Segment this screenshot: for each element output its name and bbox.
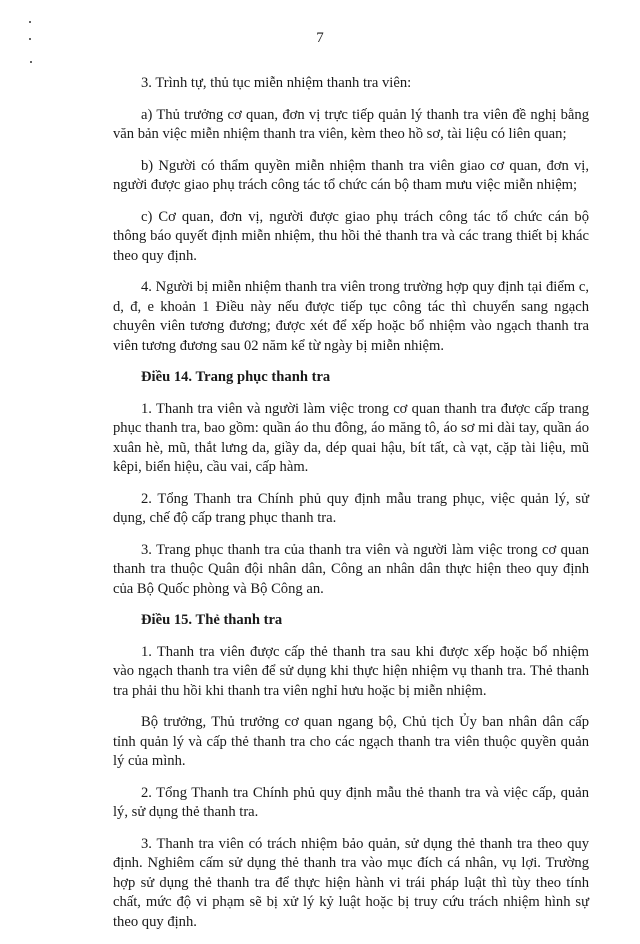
- page-number: 7: [316, 30, 324, 46]
- scan-speck: [29, 21, 31, 23]
- article-15-paragraph-1: 1. Thanh tra viên được cấp thẻ thanh tra sau khi được xếp hoặc bổ nhiệm vào ngạch thanh tra viên để sử dụng khi thực hiện nhiệm vụ thanh tra. Thẻ thanh tra phải thu hồi khi thanh tra viên nghỉ hưu hoặc bị miễn nhiệm.: [113, 643, 589, 699]
- article-15-paragraph-1-cont: Bộ trưởng, Thủ trưởng cơ quan ngang bộ, Chủ tịch Ủy ban nhân dân cấp tỉnh quản lý và cấp thẻ thanh tra cho các ngạch thanh tra viên thuộc quyền quản lý của mình.: [113, 714, 589, 769]
- scan-speck: [30, 61, 32, 63]
- paragraph-item-3: 3. Trình tự, thủ tục miễn nhiệm thanh tra viên:: [141, 75, 412, 91]
- paragraph-item-4: 4. Người bị miễn nhiệm thanh tra viên trong trường hợp quy định tại điểm c, d, đ, e khoản 1 Điều này nếu được tiếp tục công tác thì chuyển sang ngạch chuyên viên tương đương; được xét để xếp hoặc bổ nhiệm vào ngạch thanh tra viên tương đương sau 02 năm kể từ ngày bị miễn nhiệm.: [113, 279, 589, 354]
- article-14-paragraph-3: 3. Trang phục thanh tra của thanh tra viên và người làm việc trong cơ quan thanh tra thuộc Quân đội nhân dân, Công an nhân dân thực hiện theo quy định của Bộ Quốc phòng và Bộ Công an.: [113, 541, 589, 597]
- article-15-paragraph-2: 2. Tổng Thanh tra Chính phủ quy định mẫu thẻ thanh tra và việc cấp, quản lý, sử dụng thẻ thanh tra.: [113, 784, 589, 820]
- paragraph-item-3a: a) Thủ trưởng cơ quan, đơn vị trực tiếp quản lý thanh tra viên đề nghị bằng văn bản việc miễn nhiệm thanh tra viên, kèm theo hồ sơ, tài liệu có liên quan;: [113, 106, 589, 142]
- paragraph-item-3c: c) Cơ quan, đơn vị, người được giao phụ trách công tác tổ chức cán bộ thông báo quyết định miễn nhiệm, thu hồi thẻ thanh tra và các trang thiết bị khác theo quy định.: [113, 208, 589, 264]
- article-15-heading: Điều 15. Thẻ thanh tra: [141, 612, 283, 628]
- article-15-paragraph-3: 3. Thanh tra viên có trách nhiệm bảo quản, sử dụng thẻ thanh tra theo quy định. Nghiêm cấm sử dụng thẻ thanh tra vào mục đích cá nhân, vụ lợi. Trường hợp sử dụng thẻ thanh tra để thực hiện hành vi trái pháp luật thì tùy theo tính chất, mức độ vi phạm sẽ bị xử lý kỷ luật hoặc bị truy cứu trách nhiệm hình sự theo quy định.: [113, 835, 589, 930]
- paragraph-item-3b: b) Người có thẩm quyền miễn nhiệm thanh tra viên giao cơ quan, đơn vị, người được giao phụ trách công tác tổ chức cán bộ tham mưu việc miễn nhiệm;: [113, 157, 589, 193]
- article-14-heading: Điều 14. Trang phục thanh tra: [141, 369, 331, 385]
- article-14-paragraph-1: 1. Thanh tra viên và người làm việc trong cơ quan thanh tra được cấp trang phục thanh tra, bao gồm: quần áo thu đông, áo măng tô, áo sơ mi dài tay, quần áo xuân hè, mũ, thắt lưng da, giầy da, dép quai hậu, bít tất, cà vạt, cặp tài liệu, mũ kêpi, biển hiệu, cầu vai, cấp hàm.: [113, 400, 589, 475]
- document-body: [113, 74, 589, 944]
- article-14-paragraph-2: 2. Tổng Thanh tra Chính phủ quy định mẫu trang phục, việc quản lý, sử dụng, chế độ cấp trang phục thanh tra.: [113, 490, 589, 526]
